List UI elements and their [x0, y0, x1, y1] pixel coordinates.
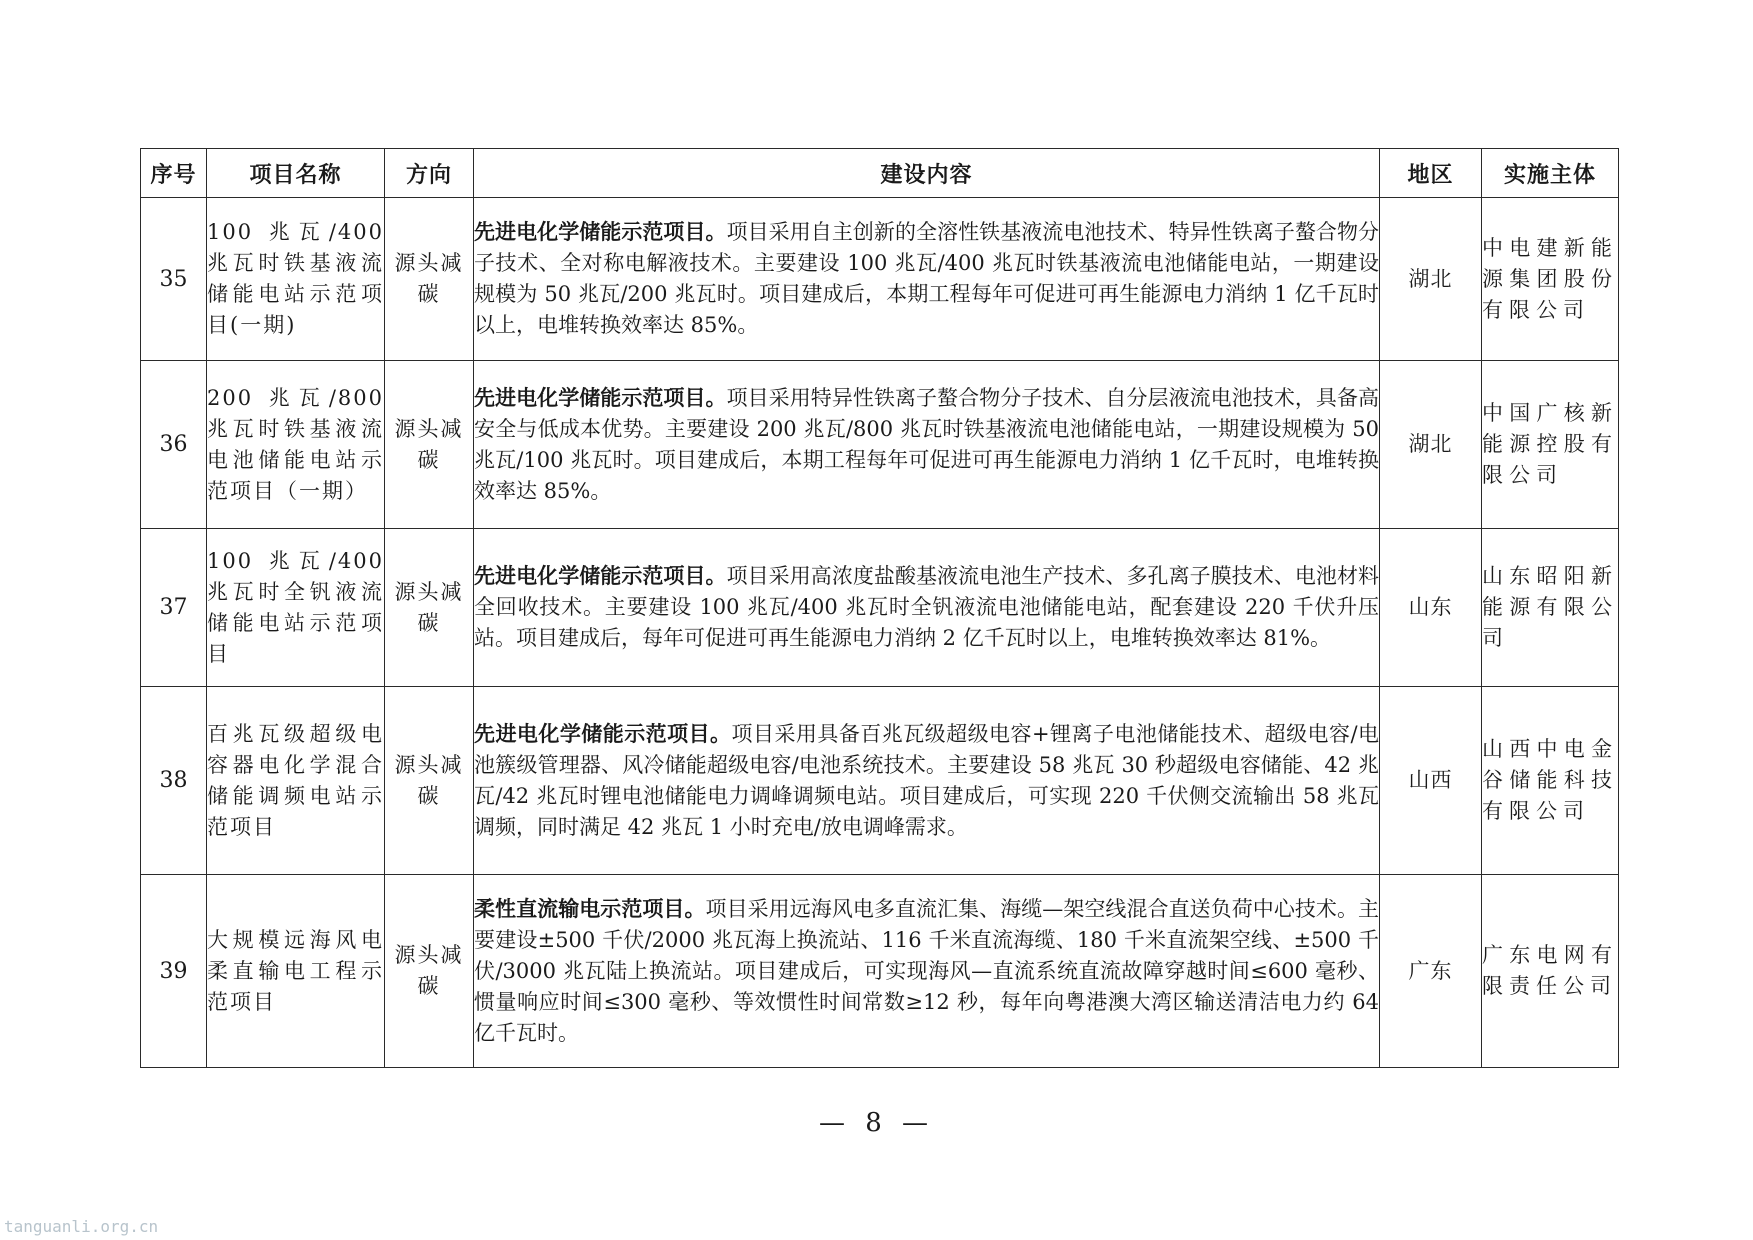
row-entity: 广东电网有限责任公司 [1482, 875, 1619, 1068]
header-direction: 方向 [385, 149, 474, 198]
table-row [141, 687, 1619, 875]
row-content-body: 项目采用具备百兆瓦级超级电容+锂离子电池储能技术、超级电容/电池簇级管理器、风冷储能超级电容/电池系统技术。主要建设 58 兆瓦 30 秒超级电容储能、42 兆瓦/42 兆瓦时锂电池储能电力调峰调频电站。项目建成后，可实现 220 千伏侧交流输出 58 兆瓦调频，同时满足 42 兆瓦 1 小时充电/放电调峰需求。 [474, 721, 1380, 839]
row-project-name: 100 兆瓦/400 兆瓦时铁基液流储能电站示范项目(一期) [207, 198, 385, 361]
row-entity: 中电建新能源集团股份有限公司 [1482, 198, 1619, 361]
header-region: 地区 [1380, 149, 1482, 198]
row-content-lead: 先进电化学储能示范项目。 [474, 220, 727, 244]
row-content-body: 项目采用特异性铁离子螯合物分子技术、自分层液流电池技术，具备高安全与低成本优势。主要建设 200 兆瓦/800 兆瓦时铁基液流电池储能电站，一期建设规模为 50 兆瓦/100 兆瓦时。项目建成后，本期工程每年可促进可再生能源电力消纳 1 亿千瓦时，电堆转换效率达 85%。 [474, 385, 1380, 503]
row-content-lead: 先进电化学储能示范项目。 [474, 385, 727, 410]
header-content: 建设内容 [474, 149, 1380, 198]
row-region: 山西 [1380, 687, 1482, 875]
row-content-lead: 柔性直流输电示范项目。 [474, 896, 706, 921]
row-direction: 源头减碳 [385, 529, 474, 687]
row-region: 广东 [1380, 875, 1482, 1068]
row-direction: 源头减碳 [385, 687, 474, 875]
row-seq: 37 [141, 529, 207, 687]
projects-table [140, 148, 1619, 1068]
table-row [141, 361, 1619, 529]
row-content-body: 项目采用自主创新的全溶性铁基液流电池技术、特异性铁离子螯合物分子技术、全对称电解液技术。主要建设 100 兆瓦/400 兆瓦时铁基液流电池储能电站，一期建设规模为 50 兆瓦/200 兆瓦时。项目建成后，本期工程每年可促进可再生能源电力消纳 1 亿千瓦时以上，电堆转换效率达 85%。 [474, 220, 1380, 337]
row-seq: 38 [141, 687, 207, 875]
row-content [474, 687, 1380, 875]
row-direction: 源头减碳 [385, 361, 474, 529]
row-entity: 山东昭阳新能源有限公司 [1482, 529, 1619, 687]
row-direction: 源头减碳 [385, 875, 474, 1068]
table-row [141, 529, 1619, 687]
row-seq: 39 [141, 875, 207, 1068]
row-project-name: 百兆瓦级超级电容器电化学混合储能调频电站示范项目 [207, 687, 385, 875]
row-region: 山东 [1380, 529, 1482, 687]
row-project-name: 200 兆瓦/800 兆瓦时铁基液流电池储能电站示范项目（一期） [207, 361, 385, 529]
row-content-lead: 先进电化学储能示范项目。 [474, 721, 732, 746]
row-seq: 36 [141, 361, 207, 529]
row-project-name: 100 兆瓦/400 兆瓦时全钒液流储能电站示范项目 [207, 529, 385, 687]
watermark-text: tanguanli.org.cn [4, 1217, 159, 1236]
table-row [141, 875, 1619, 1068]
row-content [474, 361, 1380, 529]
row-content [474, 875, 1380, 1068]
header-seq: 序号 [141, 149, 207, 198]
page-number: — 8 — [818, 1108, 935, 1138]
row-region: 湖北 [1380, 361, 1482, 529]
row-content-lead: 先进电化学储能示范项目。 [474, 564, 727, 588]
row-direction: 源头减碳 [385, 198, 474, 361]
table-row [141, 198, 1619, 361]
header-name: 项目名称 [207, 149, 385, 198]
header-entity: 实施主体 [1482, 149, 1619, 198]
row-entity: 山西中电金谷储能科技有限公司 [1482, 687, 1619, 875]
row-content-body: 项目采用高浓度盐酸基液流电池生产技术、多孔离子膜技术、电池材料全回收技术。主要建设 100 兆瓦/400 兆瓦时全钒液流电池储能电站，配套建设 220 千伏升压站。项目建成后，每年可促进可再生能源电力消纳 2 亿千瓦时以上，电堆转换效率达 81%。 [474, 564, 1380, 650]
row-content [474, 198, 1380, 361]
row-project-name: 大规模远海风电柔直输电工程示范项目 [207, 875, 385, 1068]
row-content [474, 529, 1380, 687]
row-entity: 中国广核新能源控股有限公司 [1482, 361, 1619, 529]
table-header-row [141, 149, 1619, 198]
row-seq: 35 [141, 198, 207, 361]
row-region: 湖北 [1380, 198, 1482, 361]
row-content-body: 项目采用远海风电多直流汇集、海缆—架空线混合直送负荷中心技术。主要建设±500 千伏/2000 兆瓦海上换流站、116 千米直流海缆、180 千米直流架空线、±500 千伏/3000 兆瓦陆上换流站。项目建成后，可实现海风—直流系统直流故障穿越时间≤600 毫秒、惯量响应时间≤300 毫秒、等效惯性时间常数≥12 秒，每年向粤港澳大湾区输送清洁电力约 64 亿千瓦时。 [474, 896, 1380, 1045]
